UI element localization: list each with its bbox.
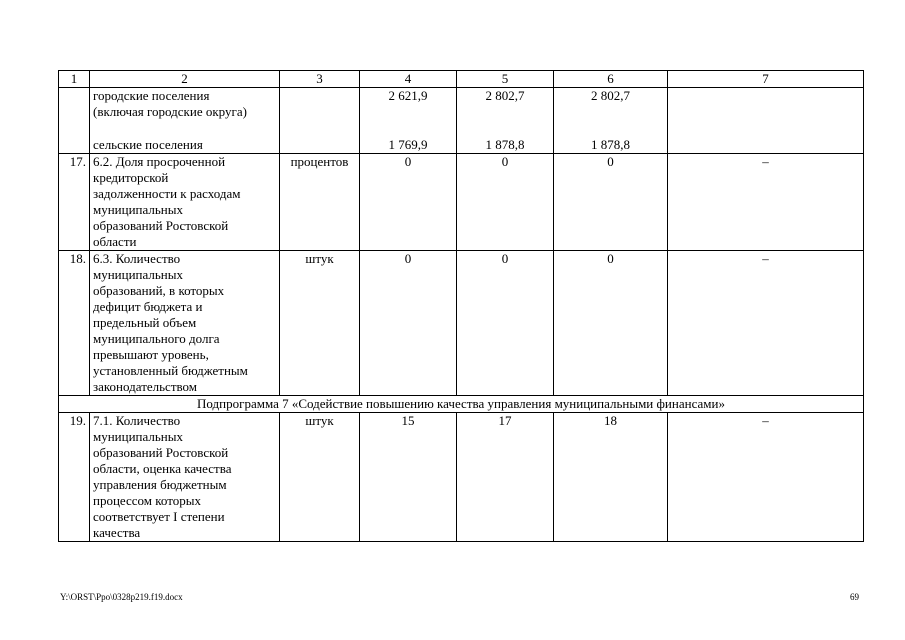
page-number: 69 [850, 592, 859, 602]
unit-cell: штук [280, 251, 360, 396]
value-cell: 0 [554, 154, 668, 251]
note-cell: – [668, 154, 864, 251]
header-row [59, 71, 864, 88]
value-cell: 0 [554, 251, 668, 396]
value-text: 1 878,8 [485, 137, 525, 152]
unit-cell [280, 88, 360, 154]
indicator-cell: 7.1. Количество муниципальных образований Ростовской области, оценка качества управления бюджетным процессом которых соответствует I степени качества [90, 413, 280, 542]
unit-cell: процентов [280, 154, 360, 251]
value-text: 2 802,7 [591, 88, 630, 103]
col-header-4: 4 [360, 71, 457, 88]
value-cell: 17 [457, 413, 554, 542]
col-header-2: 2 [90, 71, 280, 88]
value-cell: 15 [360, 413, 457, 542]
value-text: 2 802,7 [485, 88, 525, 103]
value-cell [457, 88, 554, 154]
subprogram-row [59, 396, 864, 413]
table-row [59, 413, 864, 542]
value-text: 1 878,8 [591, 137, 630, 152]
col-header-7: 7 [668, 71, 864, 88]
indicator-cell: 6.3. Количество муниципальных образований, в которых дефицит бюджета и предельный объем муниципального долга превышают уровень, установленный бюджетным законодательством [90, 251, 280, 396]
col-header-1: 1 [59, 71, 90, 88]
note-cell [668, 88, 864, 154]
col-header-3: 3 [280, 71, 360, 88]
col-header-6: 6 [554, 71, 668, 88]
footer-file-path: Y:\ORST\Ppo\0328p219.f19.docx [60, 592, 183, 602]
indicator-cell: 6.2. Доля просроченной кредиторской задолженности к расходам муниципальных образований Ростовской области [90, 154, 280, 251]
row-number: 17. [59, 154, 90, 251]
row-number: 19. [59, 413, 90, 542]
indicator-cell [90, 88, 280, 154]
subprogram-title: Подпрограмма 7 «Содействие повышению качества управления муниципальными финансами» [59, 396, 864, 413]
value-cell: 18 [554, 413, 668, 542]
value-cell: 0 [360, 154, 457, 251]
value-cell [360, 88, 457, 154]
indicator-text: сельские поселения [93, 137, 203, 152]
value-cell: 0 [360, 251, 457, 396]
row-number [59, 88, 90, 154]
note-cell: – [668, 251, 864, 396]
value-cell [554, 88, 668, 154]
value-text: 1 769,9 [388, 137, 428, 152]
value-cell: 0 [457, 251, 554, 396]
note-cell: – [668, 413, 864, 542]
unit-cell: штук [280, 413, 360, 542]
table-row [59, 154, 864, 251]
col-header-5: 5 [457, 71, 554, 88]
value-text: 2 621,9 [388, 88, 428, 103]
table-row [59, 251, 864, 396]
table-row [59, 88, 864, 154]
indicator-text: городские поселения (включая городские округа) [93, 88, 247, 119]
indicators-table [58, 70, 864, 542]
value-cell: 0 [457, 154, 554, 251]
row-number: 18. [59, 251, 90, 396]
